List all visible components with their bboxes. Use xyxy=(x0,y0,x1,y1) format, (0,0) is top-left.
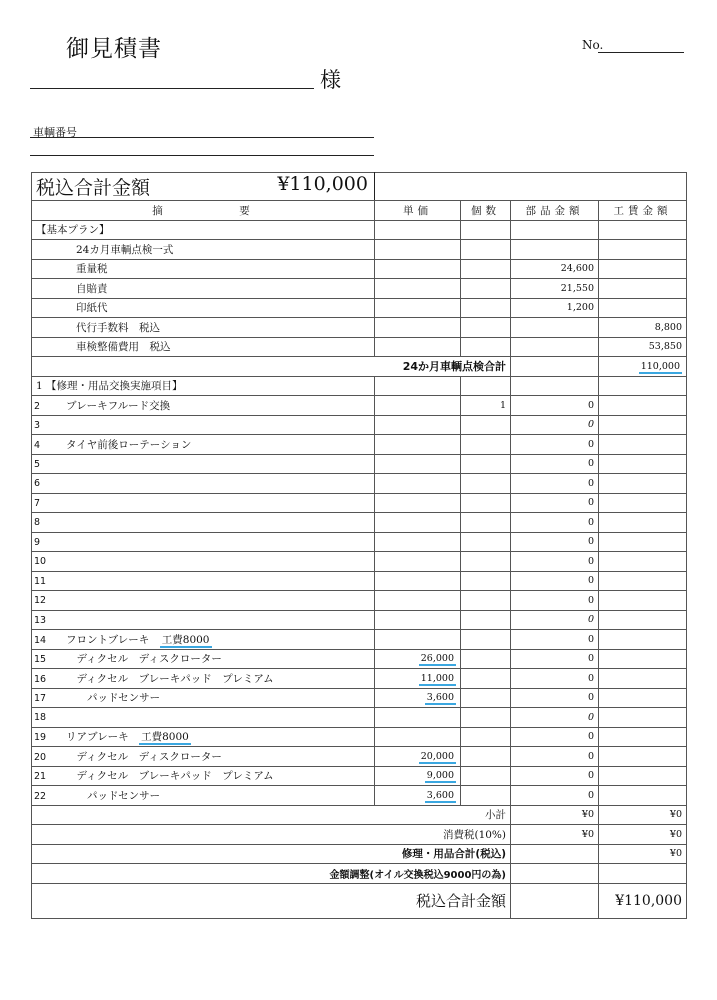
qty xyxy=(461,454,511,474)
labor-amount xyxy=(599,435,687,455)
vehicle-number-line-2 xyxy=(30,155,374,156)
subtotal-labor: ¥0 xyxy=(599,805,687,825)
parts-amount: 0 xyxy=(511,747,599,767)
unit-price-value: 9,000 xyxy=(426,770,454,782)
row-number: 1 xyxy=(36,380,43,393)
qty xyxy=(461,571,511,591)
unit-price xyxy=(375,786,461,806)
vehicle-number-line xyxy=(30,137,374,138)
labor-amount xyxy=(599,591,687,611)
doc-number-line xyxy=(598,52,684,53)
unit-price xyxy=(375,435,461,455)
cell xyxy=(461,376,511,396)
labor-amount xyxy=(599,396,687,416)
repair-row xyxy=(32,532,687,552)
repair-total-label: 修理・用品合計(税込) xyxy=(32,844,511,864)
qty xyxy=(461,688,511,708)
adjust-row xyxy=(32,864,687,884)
item-text xyxy=(60,575,66,587)
labor-amount xyxy=(599,240,687,260)
unit-price xyxy=(375,727,461,747)
repair-heading xyxy=(32,376,375,396)
col-qty: 個数 xyxy=(461,201,511,221)
labor-amount: 8,800 xyxy=(599,318,687,338)
repair-row xyxy=(32,630,687,650)
repair-row xyxy=(32,786,687,806)
labor-amount xyxy=(599,727,687,747)
subtotal-row xyxy=(32,805,687,825)
item-text xyxy=(60,594,66,606)
labor-amount xyxy=(599,571,687,591)
labor-amount xyxy=(599,747,687,767)
repair-heading-row xyxy=(32,376,687,396)
unit-price xyxy=(375,259,461,279)
grand-total-amount: ¥110,000 xyxy=(599,883,687,918)
grand-total-row xyxy=(32,883,687,918)
row-number: 6 xyxy=(34,478,41,490)
row-number: 8 xyxy=(34,517,41,529)
item-text: タイヤ前後ローテーション xyxy=(66,438,192,451)
vehicle-number-label: 車輌番号 xyxy=(33,126,77,139)
qty xyxy=(461,747,511,767)
labor-amount xyxy=(599,669,687,689)
labor-amount xyxy=(599,493,687,513)
subtotal-parts: ¥0 xyxy=(511,805,599,825)
item-desc: 24カ月車輌点検一式 xyxy=(32,240,375,260)
item-text xyxy=(60,555,66,567)
unit-price xyxy=(375,747,461,767)
item-text: パッドセンサー xyxy=(66,789,161,802)
item-desc xyxy=(32,474,375,494)
item-text xyxy=(60,419,66,431)
unit-price xyxy=(375,708,461,728)
item-desc xyxy=(32,669,375,689)
qty xyxy=(461,513,511,533)
qty: 1 xyxy=(461,396,511,416)
labor-note: 工費8000 xyxy=(141,731,189,744)
qty xyxy=(461,727,511,747)
estimate-table xyxy=(31,172,687,919)
basic-row xyxy=(32,298,687,318)
labor-amount xyxy=(599,474,687,494)
parts-amount: 0 xyxy=(511,571,599,591)
item-text: パッドセンサー xyxy=(66,692,161,705)
unit-price xyxy=(375,688,461,708)
unit-price xyxy=(375,474,461,494)
parts-amount: 0 xyxy=(511,669,599,689)
row-number: 21 xyxy=(34,771,47,783)
repair-row xyxy=(32,396,687,416)
item-desc xyxy=(32,688,375,708)
repair-row xyxy=(32,727,687,747)
document-title: 御見積書 xyxy=(66,36,162,62)
basic-heading: 【基本プラン】 xyxy=(32,220,375,240)
item-desc xyxy=(32,454,375,474)
row-number: 12 xyxy=(34,595,47,607)
qty xyxy=(461,259,511,279)
parts-amount: 0 xyxy=(511,708,599,728)
item-text: ディクセル ブレーキパッド プレミアム xyxy=(66,672,274,685)
labor-amount xyxy=(599,279,687,299)
item-text: ディクセル ディスクローター xyxy=(66,653,222,666)
item-text: ディクセル ブレーキパッド プレミアム xyxy=(66,770,274,783)
cell xyxy=(375,376,461,396)
qty xyxy=(461,649,511,669)
basic-subtotal-label: 24か月車輌点検合計 xyxy=(32,357,511,377)
parts-amount: 0 xyxy=(511,688,599,708)
unit-price-value: 3,600 xyxy=(426,789,454,801)
row-number: 20 xyxy=(34,751,47,763)
row-number: 13 xyxy=(34,614,47,626)
labor-amount xyxy=(599,766,687,786)
repair-total-labor: ¥0 xyxy=(599,844,687,864)
unit-price-value: 3,600 xyxy=(426,692,454,704)
repair-row xyxy=(32,649,687,669)
unit-price xyxy=(375,493,461,513)
labor-amount xyxy=(599,649,687,669)
row-number: 17 xyxy=(34,693,47,705)
item-desc xyxy=(32,571,375,591)
repair-row xyxy=(32,552,687,572)
parts-amount: 0 xyxy=(511,727,599,747)
unit-price xyxy=(375,513,461,533)
row-number: 22 xyxy=(34,790,47,802)
parts-amount: 0 xyxy=(511,474,599,494)
unit-price-value: 26,000 xyxy=(420,653,454,665)
parts-amount: 0 xyxy=(511,396,599,416)
row-number: 5 xyxy=(34,458,41,470)
parts-amount: 0 xyxy=(511,532,599,552)
repair-row xyxy=(32,708,687,728)
cell xyxy=(511,376,599,396)
parts-amount: 0 xyxy=(511,513,599,533)
repair-row xyxy=(32,415,687,435)
unit-price-value: 11,000 xyxy=(420,672,454,684)
item-desc: 代行手数料 税込 xyxy=(32,318,375,338)
item-text: フロントブレーキ xyxy=(66,633,150,646)
item-desc xyxy=(32,630,375,650)
unit-price xyxy=(375,552,461,572)
unit-price xyxy=(375,669,461,689)
item-text xyxy=(60,614,66,626)
labor-amount xyxy=(599,532,687,552)
unit-price xyxy=(375,571,461,591)
basic-subtotal-row xyxy=(32,357,687,377)
qty xyxy=(461,435,511,455)
qty xyxy=(461,493,511,513)
parts-amount: 0 xyxy=(511,610,599,630)
cell xyxy=(511,864,599,884)
basic-subtotal-amount: 110,000 xyxy=(640,360,680,372)
parts-amount: 21,550 xyxy=(511,279,599,299)
customer-name-line xyxy=(30,88,314,89)
adjust-label: 金額調整(オイル交換税込9000円の為) xyxy=(32,864,511,884)
parts-amount: 0 xyxy=(511,454,599,474)
qty xyxy=(461,415,511,435)
qty xyxy=(461,610,511,630)
row-number: 3 xyxy=(34,419,41,431)
item-desc xyxy=(32,747,375,767)
subtotal-label: 小計 xyxy=(32,805,511,825)
item-text xyxy=(60,711,66,723)
tax-labor: ¥0 xyxy=(599,825,687,845)
qty xyxy=(461,298,511,318)
qty xyxy=(461,786,511,806)
item-desc: 重量税 xyxy=(32,259,375,279)
unit-price xyxy=(375,454,461,474)
basic-subtotal-value xyxy=(599,357,687,377)
repair-row xyxy=(32,766,687,786)
item-desc xyxy=(32,396,375,416)
total-box xyxy=(32,173,375,201)
parts-amount xyxy=(511,240,599,260)
repair-row xyxy=(32,688,687,708)
col-unit: 単価 xyxy=(375,201,461,221)
repair-row xyxy=(32,435,687,455)
tax-label: 消費税(10%) xyxy=(32,825,511,845)
cell xyxy=(511,883,599,918)
labor-amount: 53,850 xyxy=(599,337,687,357)
row-number: 10 xyxy=(34,556,47,568)
repair-row xyxy=(32,669,687,689)
item-text: ディクセル ディスクローター xyxy=(66,750,222,763)
unit-price xyxy=(375,240,461,260)
tax-parts: ¥0 xyxy=(511,825,599,845)
row-number: 7 xyxy=(34,497,41,509)
qty xyxy=(461,474,511,494)
labor-amount xyxy=(599,415,687,435)
unit-price xyxy=(375,766,461,786)
basic-row xyxy=(32,279,687,299)
row-number: 4 xyxy=(34,439,41,451)
unit-price xyxy=(375,532,461,552)
labor-amount xyxy=(599,786,687,806)
cell xyxy=(511,844,599,864)
row-number: 18 xyxy=(34,712,47,724)
item-desc xyxy=(32,727,375,747)
item-desc: 印紙代 xyxy=(32,298,375,318)
item-desc xyxy=(32,435,375,455)
row-number: 19 xyxy=(34,732,47,744)
unit-price xyxy=(375,649,461,669)
item-desc: 車検整備費用 税込 xyxy=(32,337,375,357)
labor-amount xyxy=(599,513,687,533)
labor-amount xyxy=(599,552,687,572)
basic-row xyxy=(32,259,687,279)
unit-price xyxy=(375,318,461,338)
parts-amount xyxy=(511,337,599,357)
item-desc xyxy=(32,591,375,611)
doc-number-label: No. xyxy=(582,38,604,52)
qty xyxy=(461,240,511,260)
parts-amount: 0 xyxy=(511,630,599,650)
repair-row xyxy=(32,493,687,513)
unit-price xyxy=(375,610,461,630)
grand-total-label: 税込合計金額 xyxy=(32,883,511,918)
row-number: 16 xyxy=(34,673,47,685)
item-text: ブレーキフルード交換 xyxy=(66,399,171,412)
basic-row xyxy=(32,337,687,357)
item-desc xyxy=(32,513,375,533)
row-number: 11 xyxy=(34,575,47,587)
cell xyxy=(599,376,687,396)
qty xyxy=(461,591,511,611)
row-number: 9 xyxy=(34,536,41,548)
qty xyxy=(461,669,511,689)
column-header-row xyxy=(32,201,687,221)
parts-amount: 0 xyxy=(511,786,599,806)
item-desc xyxy=(32,532,375,552)
unit-price xyxy=(375,591,461,611)
basic-heading-row xyxy=(32,220,687,240)
item-desc xyxy=(32,610,375,630)
item-text xyxy=(60,536,66,548)
col-desc: 摘 要 xyxy=(32,201,375,221)
parts-amount: 0 xyxy=(511,591,599,611)
labor-note: 工費8000 xyxy=(161,633,210,646)
basic-row xyxy=(32,318,687,338)
qty xyxy=(461,532,511,552)
honorific: 様 xyxy=(320,68,341,92)
item-text xyxy=(60,477,66,489)
parts-amount: 0 xyxy=(511,493,599,513)
item-desc xyxy=(32,493,375,513)
row-number: 2 xyxy=(34,400,41,412)
total-box-amount: ¥110,000 xyxy=(277,173,368,195)
tax-row xyxy=(32,825,687,845)
item-desc xyxy=(32,415,375,435)
row-number: 14 xyxy=(34,634,47,646)
col-parts: 部品金額 xyxy=(511,201,599,221)
item-text: リアブレーキ xyxy=(66,731,129,744)
item-text xyxy=(60,458,66,470)
unit-price xyxy=(375,279,461,299)
unit-price xyxy=(375,630,461,650)
col-labor: 工賃金額 xyxy=(599,201,687,221)
repair-row xyxy=(32,513,687,533)
parts-amount: 0 xyxy=(511,435,599,455)
repair-row xyxy=(32,747,687,767)
labor-amount xyxy=(599,630,687,650)
parts-amount xyxy=(511,318,599,338)
labor-amount xyxy=(599,708,687,728)
item-desc xyxy=(32,766,375,786)
parts-amount: 24,600 xyxy=(511,259,599,279)
repair-row xyxy=(32,454,687,474)
repair-heading-text: 【修理・用品交換実施項目】 xyxy=(46,380,183,393)
qty xyxy=(461,552,511,572)
repair-row xyxy=(32,591,687,611)
total-box-label: 税込合計金額 xyxy=(36,177,151,199)
parts-amount: 0 xyxy=(511,649,599,669)
item-text xyxy=(60,516,66,528)
unit-price xyxy=(375,415,461,435)
qty xyxy=(461,318,511,338)
total-box-row xyxy=(32,173,687,201)
labor-amount xyxy=(599,454,687,474)
qty xyxy=(461,766,511,786)
labor-amount xyxy=(599,298,687,318)
item-desc: 自賠責 xyxy=(32,279,375,299)
qty xyxy=(461,630,511,650)
unit-price xyxy=(375,396,461,416)
parts-amount: 0 xyxy=(511,552,599,572)
item-desc xyxy=(32,786,375,806)
unit-price-value: 20,000 xyxy=(420,750,454,762)
labor-amount xyxy=(599,610,687,630)
item-text xyxy=(60,497,66,509)
item-desc xyxy=(32,708,375,728)
labor-amount xyxy=(599,688,687,708)
labor-amount xyxy=(599,259,687,279)
qty xyxy=(461,708,511,728)
cell xyxy=(599,864,687,884)
repair-row xyxy=(32,474,687,494)
repair-row xyxy=(32,571,687,591)
parts-amount: 0 xyxy=(511,766,599,786)
qty xyxy=(461,337,511,357)
item-desc xyxy=(32,649,375,669)
cell xyxy=(511,357,599,377)
unit-price xyxy=(375,298,461,318)
unit-price xyxy=(375,337,461,357)
parts-amount: 0 xyxy=(511,415,599,435)
repair-row xyxy=(32,610,687,630)
row-number: 15 xyxy=(34,654,47,666)
repair-total-row xyxy=(32,844,687,864)
qty xyxy=(461,279,511,299)
parts-amount: 1,200 xyxy=(511,298,599,318)
basic-row xyxy=(32,240,687,260)
item-desc xyxy=(32,552,375,572)
